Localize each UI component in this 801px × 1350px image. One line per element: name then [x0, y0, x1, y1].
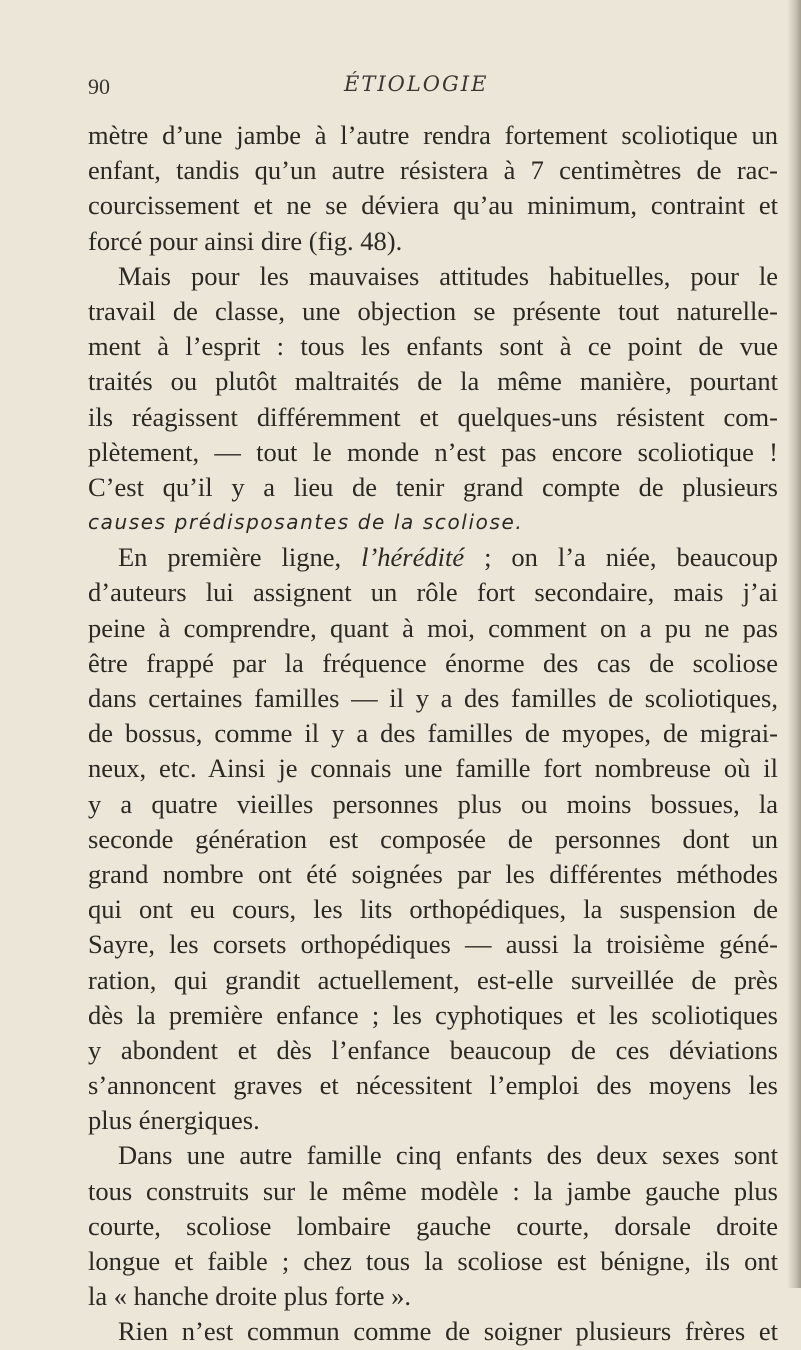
paragraph-start-line: Dans une autre famille cinq enfants des deux sexes sont: [118, 1140, 778, 1171]
text-line: travail de classe, une objection se présente tout naturelle-: [88, 295, 778, 326]
paragraph-start-line: [88, 540, 778, 575]
text-line: la « hanche droite plus forte ».: [88, 1281, 412, 1312]
paragraph-start-line: Rien n’est commun comme de soigner plusieurs frères et: [118, 1316, 778, 1347]
text-line: longue et faible ; chez tous la scoliose est bénigne, ils ont: [88, 1246, 778, 1276]
text-line: y a quatre vieilles personnes plus ou moins bossues, la: [88, 788, 778, 819]
text-line: courte, scoliose lombaire gauche courte, dorsale droite: [88, 1210, 778, 1241]
text-line: d’auteurs lui assignent un rôle fort secondaire, mais j’ai: [88, 577, 778, 608]
text-line: plus énergiques.: [88, 1105, 260, 1136]
text-fragment: ; on l’a niée, beaucoup: [464, 542, 779, 573]
text-line: peine à comprendre, quant à moi, comment on a pu ne pas: [88, 612, 778, 643]
text-line: traités ou plutôt maltraités de la même manière, pourtant: [88, 366, 778, 397]
text-line: s’annoncent graves et nécessitent l’emploi des moyens les: [88, 1070, 778, 1101]
emphasized-line: causes prédisposantes de la scoliose.: [88, 510, 524, 535]
text-line: C’est qu’il y a lieu de tenir grand compte de plusieurs: [88, 471, 778, 502]
page-header: [88, 70, 746, 104]
text-line: de bossus, comme il y a des familles de myopes, de migrai-: [88, 718, 778, 749]
paragraph-start-line: Mais pour les mauvaises attitudes habituelles, pour le: [118, 260, 778, 291]
text-line: courcissement et ne se déviera qu’au minimum, contraint et: [88, 190, 778, 221]
text-line: y abondent et dès l’enfance beaucoup de ces déviations: [88, 1034, 778, 1065]
text-line: mètre d’une jambe à l’autre rendra fortement scoliotique un: [88, 120, 778, 150]
body-text: [88, 118, 778, 1350]
text-line: enfant, tandis qu’un autre résistera à 7 centimètres de rac-: [88, 155, 778, 186]
text-line: neux, etc. Ainsi je connais une famille fort nombreuse où il: [88, 753, 778, 784]
page-edge-shadow: [787, 0, 801, 1288]
text-line: ils réagissent différemment et quelques-uns résistent com-: [88, 401, 778, 432]
text-line: qui ont eu cours, les lits orthopédiques, la suspension de: [88, 894, 778, 925]
text-line: être frappé par la fréquence énorme des cas de scoliose: [88, 647, 778, 678]
text-line: Sayre, les corsets orthopédiques — aussi la troisième géné-: [88, 929, 778, 960]
text-line: ration, qui grandit actuellement, est-elle surveillée de près: [88, 964, 778, 995]
text-line: plètement, — tout le monde n’est pas encore scoliotique !: [88, 436, 778, 467]
text-line: dès la première enfance ; les cyphotiques et les scoliotiques: [88, 999, 778, 1030]
text-line: ment à l’esprit : tous les enfants sont à ce point de vue: [88, 331, 778, 362]
running-title: ÉTIOLOGIE: [344, 72, 489, 96]
italic-term: l’hérédité: [361, 542, 465, 573]
text-line: forcé pour ainsi dire (fig. 48).: [88, 225, 403, 256]
text-line: tous construits sur le même modèle : la jambe gauche plus: [88, 1175, 778, 1206]
text-line: grand nombre ont été soignées par les différentes méthodes: [88, 858, 778, 889]
text-line: seconde génération est composée de personnes dont un: [88, 823, 778, 854]
text-fragment: En première ligne,: [118, 542, 362, 573]
text-line: dans certaines familles — il y a des familles de scoliotiques,: [88, 683, 778, 713]
page-number: 90: [88, 74, 110, 99]
